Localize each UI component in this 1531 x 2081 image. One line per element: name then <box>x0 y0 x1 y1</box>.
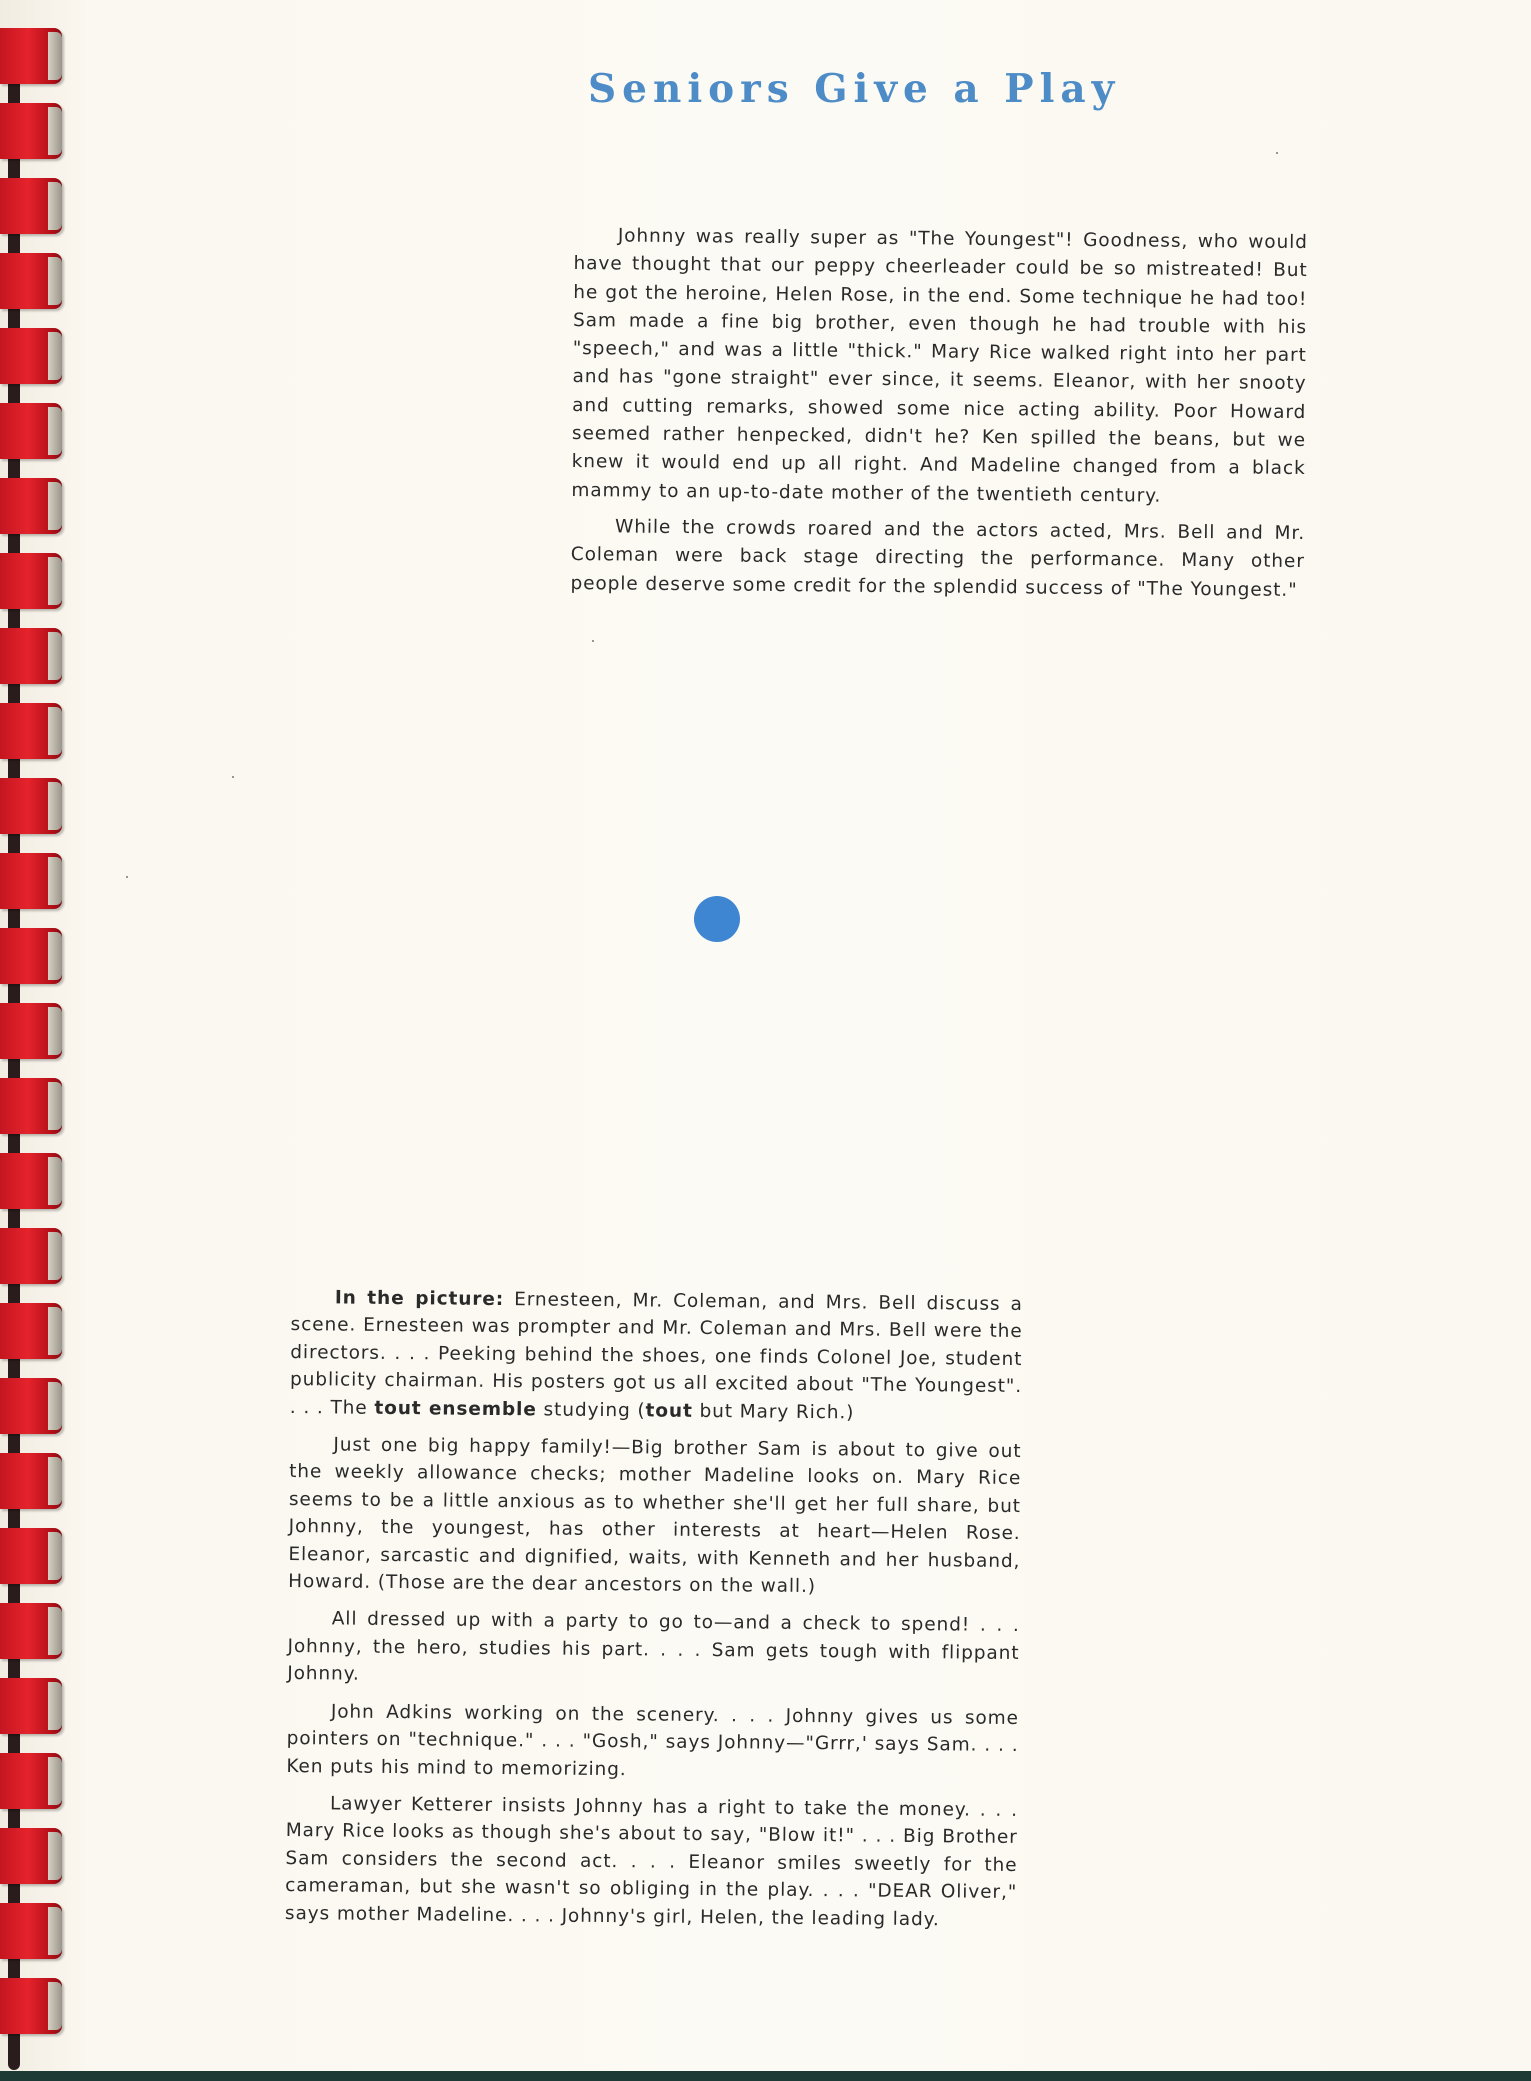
caption-bold-phrase: tout ensemble <box>374 1397 537 1420</box>
page-title: Seniors Give a Play <box>588 66 1121 112</box>
binding-coil <box>0 628 62 684</box>
binding-coil <box>0 1378 62 1434</box>
binding-coil <box>0 553 62 609</box>
story-paragraph-1: Johnny was really super as "The Youngest"! Goodness, who would have thought that our peppy cheerleader could be so mistreated! But he got the heroine, Helen Rose, in the end. Some technique he had too! Sam made a fine big brother, even though he had trouble with his "speech," and was a little "thick." Mary Rice walked right into her part and has "gone straight" ever since, it seems. Eleanor, with her snooty and cutting remarks, showed some nice acting ability. Poor Howard seemed rather henpecked, didn't he? Ken spilled the beans, but we knew it would end up all right. And Madeline changed from a black mammy to an up-to-date mother of the twentieth century. <box>571 225 1308 507</box>
binding-coil <box>0 703 62 759</box>
binding-coil <box>0 178 62 234</box>
blue-dot-marker <box>694 896 740 942</box>
binding-coil <box>0 1828 62 1884</box>
binding-coil <box>0 928 62 984</box>
caption-lead: In the picture: <box>334 1287 505 1311</box>
binding-coil <box>0 253 62 309</box>
story-paragraph-2: While the crowds roared and the actors acted, Mrs. Bell and Mr. Coleman were back stage directing the performance. Many other people deserve some credit for the splendid success of "The Youngest." <box>570 516 1306 601</box>
binding-coil <box>0 28 62 84</box>
binding-coil <box>0 1978 62 2034</box>
caption-text-b: studying ( <box>536 1398 646 1422</box>
story-text <box>570 222 1308 613</box>
paper-speck <box>592 640 594 642</box>
paper-speck <box>126 876 128 878</box>
binding-coil <box>0 478 62 534</box>
binding-coil <box>0 1453 62 1509</box>
caption-paragraph-4: John Adkins working on the scenery. . . . Johnny gives us some pointers on "technique." . . . "Gosh," says Johnny—"Grrr,' says Sam. . . . Ken puts his mind to memorizing. <box>286 1701 1019 1780</box>
binding-coil <box>0 1303 62 1359</box>
binding-coil <box>0 853 62 909</box>
binding-coil <box>0 103 62 159</box>
paper-speck <box>232 776 234 778</box>
page-bottom-edge <box>0 2071 1531 2081</box>
caption-paragraph-3: All dressed up with a party to go to—and a check to spend! . . . Johnny, the hero, studies his part. . . . Sam gets tough with flippant Johnny. <box>287 1608 1020 1685</box>
caption-paragraph-2: Just one big happy family!—Big brother Sam is about to give out the weekly allowance checks; mother Madeline looks on. Mary Rice seems to be a little anxious as to whether she'll get her full share, but Johnny, the youngest, has other interests at heart—Helen Rose. Eleanor, sarcastic and dignified, waits, with Kenneth and her husband, Howard. (Those are the dear ancestors on the wall.) <box>288 1434 1022 1598</box>
binding-coil <box>0 328 62 384</box>
binding-coil <box>0 778 62 834</box>
spiral-binding <box>0 0 70 2081</box>
binding-coil <box>0 1528 62 1584</box>
caption-text-a: Ernesteen, Mr. Coleman, and Mrs. Bell discuss a scene. Ernesteen was prompter and Mr. Coleman and Mrs. Bell were the directors. . . . Peeking behind the shoes, one finds Colonel Joe, student publicity chairman. His posters got us all excited about "The Youngest". . . . The <box>289 1289 1023 1419</box>
binding-coil <box>0 403 62 459</box>
binding-coil <box>0 1903 62 1959</box>
binding-coil <box>0 1603 62 1659</box>
caption-text-c: but Mary Rich.) <box>692 1400 855 1424</box>
binding-coil <box>0 1078 62 1134</box>
picture-captions <box>285 1284 1023 1944</box>
binding-coil <box>0 1228 62 1284</box>
binding-coil <box>0 1003 62 1059</box>
binding-coil <box>0 1153 62 1209</box>
binding-coil <box>0 1678 62 1734</box>
caption-paragraph-5: Lawyer Ketterer insists Johnny has a right to take the money. . . . Mary Rice looks as though she's about to say, "Blow it!" . . . Big Brother Sam considers the second act. . . . Eleanor smiles sweetly for the cameraman, but she wasn't so obliging in the play. . . . "DEAR Oliver," says mother Madeline. . . . Johnny's girl, Helen, the leading lady. <box>284 1793 1019 1930</box>
paper-speck <box>1276 152 1278 154</box>
binding-coil <box>0 1753 62 1809</box>
caption-bold-word: tout <box>645 1400 693 1422</box>
caption-paragraph-1 <box>290 1284 1023 1428</box>
